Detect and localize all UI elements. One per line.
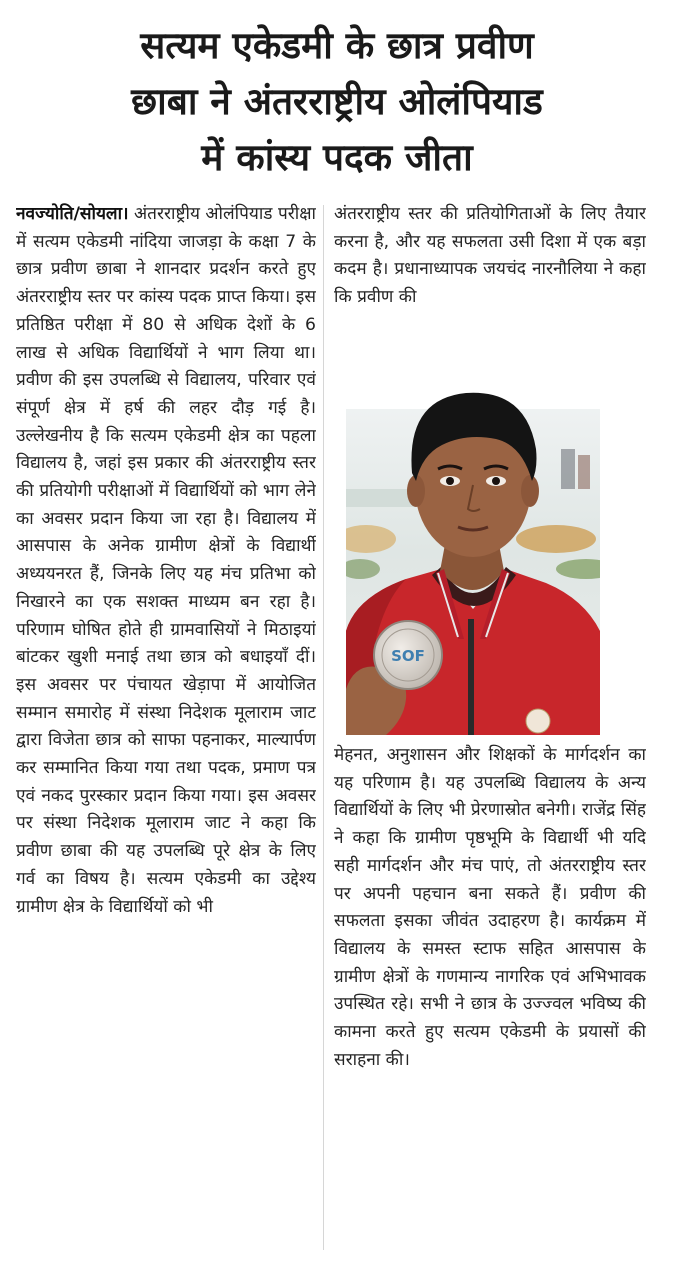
headline-line-1: सत्यम एकेडमी के छात्र प्रवीण (140, 24, 534, 67)
article-left-text: अंतरराष्ट्रीय ओलंपियाड परीक्षा में सत्यम एकेडमी नांदिया जाजड़ा के कक्षा 7 के छात्र प्रवीण छाबा ने शानदार प्रदर्शन करते हुए अंतरराष्ट्रीय स्तर पर कांस्य पदक प्राप्त किया। इस प्रतिष्ठित परीक्षा में 80 से अधिक देशों के 6 लाख से अधिक विद्यार्थियों ने भाग लिया था। प्रवीण की इस उपलब्धि से विद्यालय, परिवार एवं संपूर्ण क्षेत्र में हर्ष की लहर दौड़ गई है। उल्लेखनीय है कि सत्यम एकेडमी क्षेत्र का पहला विद्यालय है, जहां इस प्रकार की अंतरराष्ट्रीय स्तर की प्रतियोगी परीक्षाओं में विद्यार्थियों को भाग लेने का अवसर प्रदान किया जा रहा है। विद्यालय में आसपास के अनेक ग्रामीण क्षेत्रों के विद्यार्थी अध्ययनरत हैं, जिनके लिए यह मंच प्रतिभा को निखारने का एक सशक्त माध्यम बन रहा है। परिणाम घोषित होते ही ग्रामवासियों ने मिठाइयां बांटकर खुशी मनाई तथा छात्र को बधाइयाँ दीं। इस अवसर पर पंचायत खेड़ापा में आयोजित सम्मान समारोह में संस्था निदेशक मूलाराम जाट द्वारा विजेता छात्र को साफा पहनाकर, माल्यार्पण कर सम्मानित किया गया तथा पदक, प्रमाण पत्र एवं नकद पुरस्कार प्रदान किया गया। इस अवसर पर संस्था निदेशक मूलाराम जाट ने कहा कि प्रवीण छाबा की यह उपलब्धि पूरे क्षेत्र के लिए गर्व का विषय है। सत्यम एकेडमी का उद्देश्य ग्रामीण क्षेत्र के विद्यार्थियों को भी (16, 204, 316, 917)
dateline: नवज्योति/सोयला। (16, 204, 129, 224)
student-photo-illustration (346, 369, 600, 735)
headline-line-3: में कांस्य पदक जीता (201, 136, 473, 179)
column-divider (323, 205, 324, 1250)
headline (0, 18, 674, 186)
article-left-column (16, 201, 316, 1251)
medal-label: SOF (391, 647, 425, 665)
article-right-column-top (334, 201, 646, 346)
article-right-column-bottom (334, 742, 646, 1252)
headline-line-2: छाबा ने अंतरराष्ट्रीय ओलंपियाड (131, 80, 543, 123)
article-right-top-text: अंतरराष्ट्रीय स्तर की प्रतियोगिताओं के लिए तैयार करना है, और यह सफलता उसी दिशा में एक बड़ा कदम है। प्रधानाध्यापक जयचंद नारनौलिया ने कहा कि प्रवीण की (334, 204, 646, 308)
article-right-bottom-text: मेहनत, अनुशासन और शिक्षकों के मार्गदर्शन का यह परिणाम है। यह उपलब्धि विद्यालय के अन्य विद्यार्थियों के लिए भी प्रेरणास्रोत बनेगी। राजेंद्र सिंह ने कहा कि ग्रामीण पृष्ठभूमि के विद्यार्थी भी यदि सही मार्गदर्शन और मंच पाएं, तो अंतरराष्ट्रीय स्तर पर अपनी पहचान बना सकते हैं। प्रवीण की सफलता इसका जीवंत उदाहरण है। कार्यक्रम में विद्यालय के समस्त स्टाफ सहित आसपास के ग्रामीण क्षेत्रों के गणमान्य नागरिक एवं अभिभावक उपस्थित रहे। सभी ने छात्र के उज्ज्वल भविष्य की कामना करते हुए सत्यम एकेडमी के प्रयासों की सराहना की। (334, 745, 646, 1070)
student-photo (346, 369, 600, 735)
